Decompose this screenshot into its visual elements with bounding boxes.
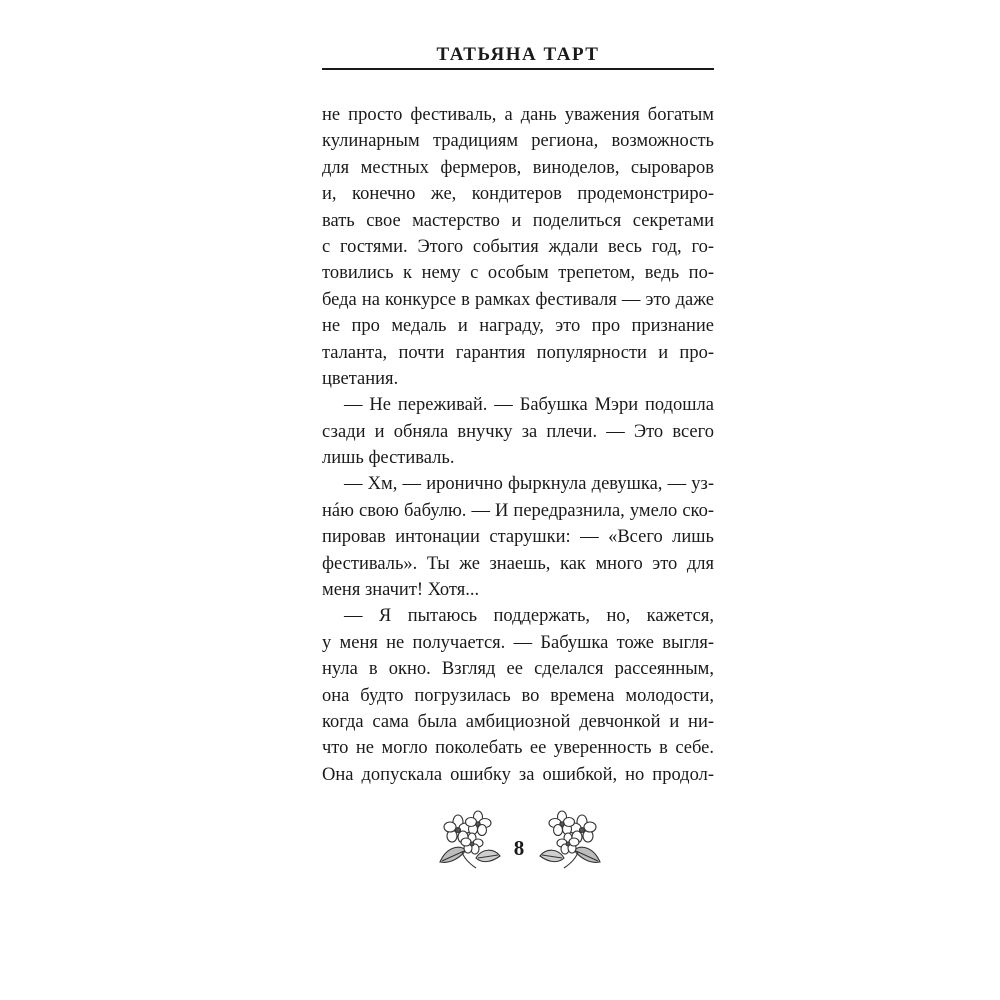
text-line: вать свое мастерство и поделиться секретами <box>322 210 714 231</box>
text-line: она будто погрузилась во времена молодости, <box>322 685 714 706</box>
flower-ornament-icon <box>436 808 504 870</box>
text-line: что не могло поколебать ее уверенность в себе. <box>322 738 714 759</box>
text-line: нáю свою бабулю. — И передразнила, умело ско- <box>322 500 714 521</box>
text-line: таланта, почти гарантия популярности и про- <box>322 342 714 363</box>
text-line: — Хм, — иронично фыркнула девушка, — уз- <box>344 474 714 495</box>
text-line: когда сама была амбициозной девчонкой и ни- <box>322 711 714 732</box>
page-footer <box>322 808 714 878</box>
text-line: товились к нему с особым трепетом, ведь по- <box>322 263 714 284</box>
text-line: цветания. <box>322 368 399 389</box>
text-line: с гостями. Этого события ждали весь год, го- <box>322 236 714 257</box>
text-line: — Я пытаюсь поддержать, но, кажется, <box>344 606 714 627</box>
text-line: кулинарным традициям региона, возможность <box>322 131 714 152</box>
text-line: меня значит! Хотя... <box>322 580 480 601</box>
text-line: лишь фестиваль. <box>322 448 455 469</box>
text-line: у меня не получается. — Бабушка тоже выгля- <box>322 632 714 653</box>
text-line: для местных фермеров, виноделов, сыроваров <box>322 157 714 178</box>
text-line: не просто фестиваль, а дань уважения богатым <box>322 105 714 125</box>
text-line: фестиваль». Ты же знаешь, как много это для <box>322 553 714 574</box>
text-line: — Не переживай. — Бабушка Мэри подошла <box>344 395 714 416</box>
text-line: пировав интонации старушки: — «Всего лишь <box>322 527 714 548</box>
text-line: не про медаль и награду, это про признание <box>322 316 714 337</box>
text-line: нула в окно. Взгляд ее сделался рассеянным, <box>322 659 714 680</box>
running-head: ТАТЬЯНА ТАРТ <box>436 44 600 65</box>
flower-ornament-icon <box>536 808 604 870</box>
page-number: 8 <box>513 836 525 860</box>
text-line: сзади и обняла внучку за плечи. — Это всего <box>322 421 714 442</box>
text-line: и, конечно же, кондитеров продемонстриро- <box>322 184 714 205</box>
header-rule <box>322 68 714 70</box>
text-line: беда на конкурсе в рамках фестиваля — это даже <box>322 289 714 310</box>
text-line: Она допускала ошибку за ошибкой, но продол- <box>322 764 714 785</box>
body-text <box>322 102 714 788</box>
